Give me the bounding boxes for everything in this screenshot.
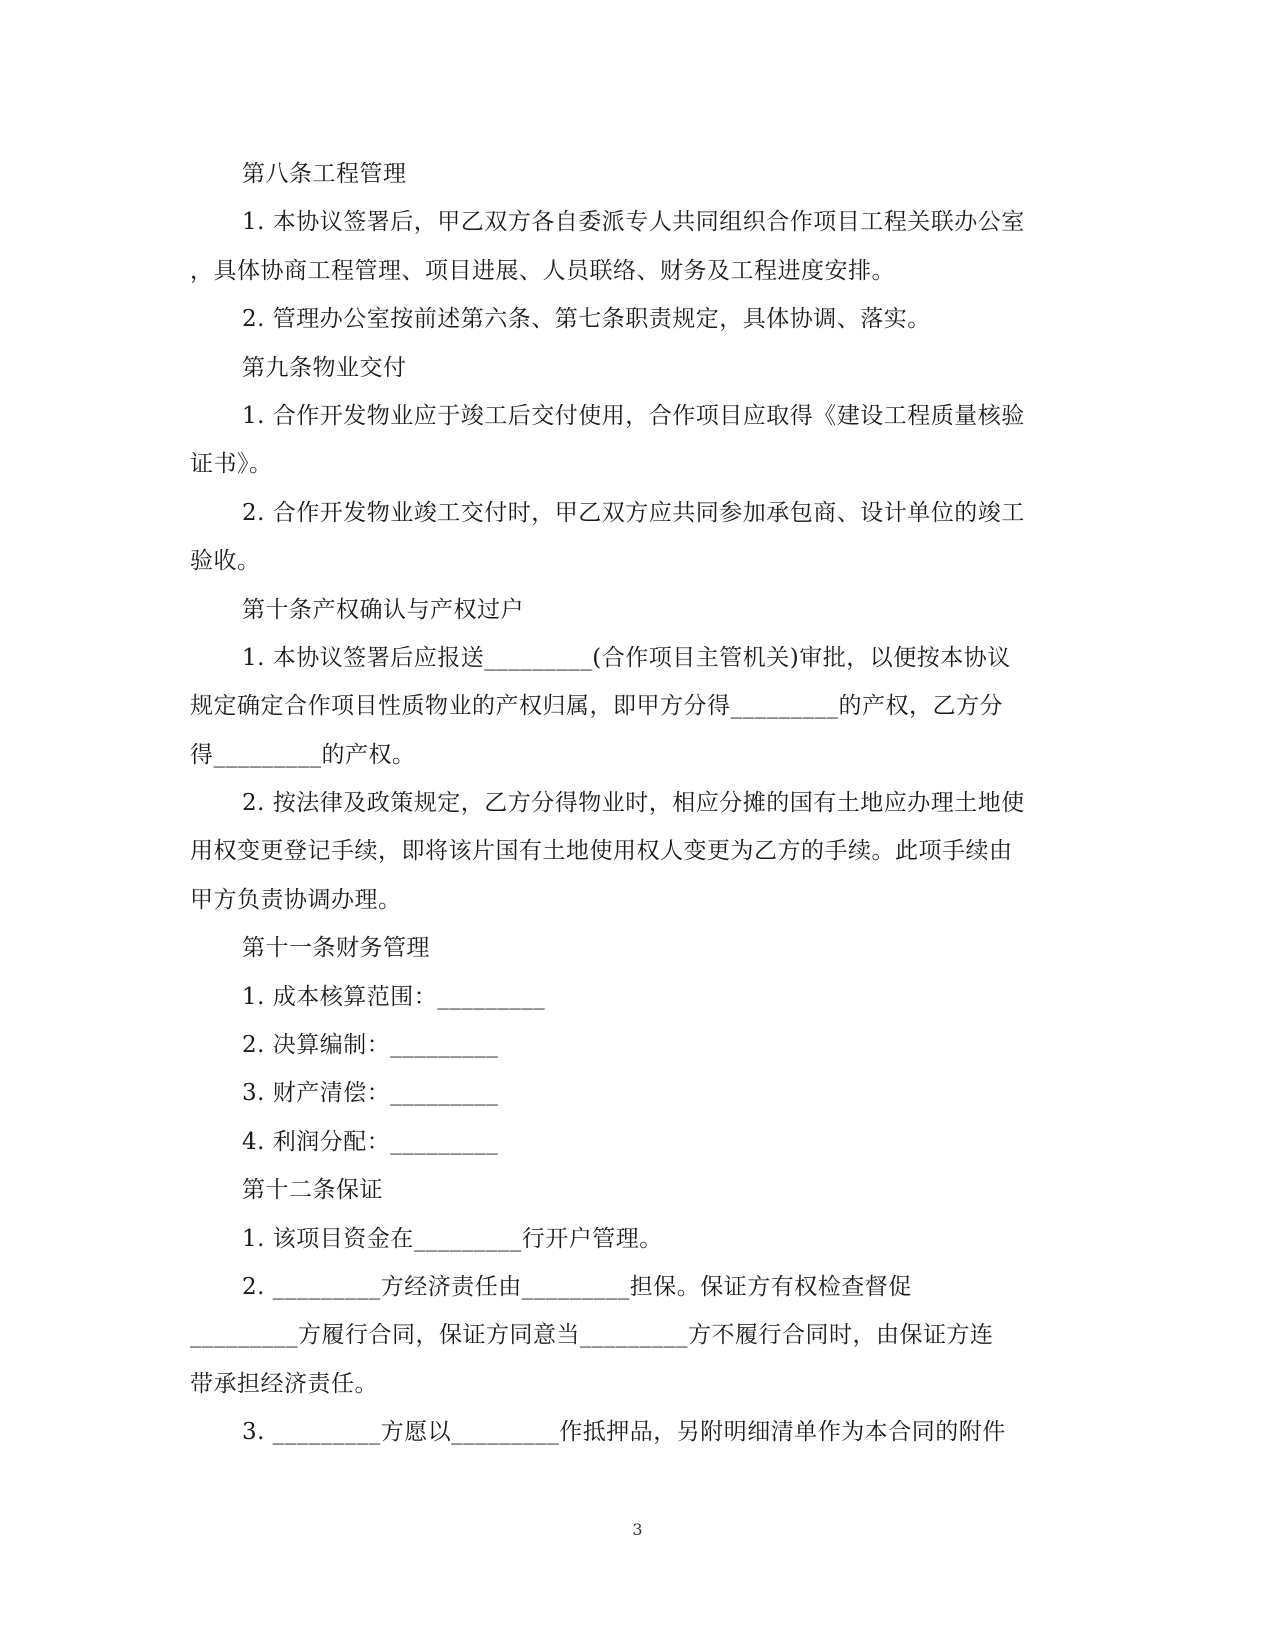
article-11-heading: 第十一条财务管理 <box>242 935 430 962</box>
article-8-clause-1-line-2: ，具体协商工程管理、项目进展、人员联络、财务及工程进度安排。 <box>190 257 895 284</box>
article-11-clause-1: 1. 成本核算范围：_________ <box>242 983 546 1010</box>
article-11-clause-3: 3. 财产清偿：_________ <box>242 1080 499 1107</box>
article-8-clause-2: 2. 管理办公室按前述第六条、第七条职责规定，具体协调、落实。 <box>242 306 931 333</box>
article-9-clause-2-line-1: 2. 合作开发物业竣工交付时，甲乙双方应共同参加承包商、设计单位的竣工 <box>242 499 1025 526</box>
article-8-heading: 第八条工程管理 <box>242 161 407 187</box>
article-10-clause-1-line-2: 规定确定合作项目性质物业的产权归属，即甲方分得_________的产权，乙方分 <box>190 693 1003 720</box>
article-10-clause-2-line-3: 甲方负责协调办理。 <box>190 886 402 913</box>
article-10-clause-1-line-3: 得_________的产权。 <box>190 741 416 768</box>
article-9-heading: 第九条物业交付 <box>242 354 407 381</box>
article-10-clause-2-line-2: 用权变更登记手续，即将该片国有土地使用权人变更为乙方的手续。此项手续由 <box>190 838 1013 865</box>
article-10-clause-1-line-1: 1. 本协议签署后应报送_________(合作项目主管机关)审批，以便按本协议 <box>242 644 1011 671</box>
page-number: 3 <box>632 1520 643 1539</box>
article-12-clause-2-line-1: 2. _________方经济责任由_________担保。保证方有权检查督促 <box>242 1273 912 1300</box>
article-9-clause-1-line-1: 1. 合作开发物业应于竣工后交付使用，合作项目应取得《建设工程质量核验 <box>242 402 1025 429</box>
article-8-clause-1-line-1: 1. 本协议签署后，甲乙双方各自委派专人共同组织合作项目工程关联办公室 <box>242 209 1025 236</box>
article-11-clause-4: 4. 利润分配：_________ <box>242 1128 499 1155</box>
article-10-clause-2-line-1: 2. 按法律及政策规定，乙方分得物业时，相应分摊的国有土地应办理土地使 <box>242 790 1025 817</box>
article-12-clause-1: 1. 该项目资金在_________行开户管理。 <box>242 1225 663 1252</box>
article-9-clause-1-line-2: 证书》。 <box>190 451 273 478</box>
article-12-clause-3-line-1: 3. _________方愿以_________作抵押品，另附明细清单作为本合同的附件 <box>242 1419 1006 1446</box>
article-11-clause-2: 2. 决算编制：_________ <box>242 1032 499 1059</box>
article-12-clause-2-line-3: 带承担经济责任。 <box>190 1370 378 1397</box>
article-9-clause-2-line-2: 验收。 <box>190 548 261 575</box>
article-12-heading: 第十二条保证 <box>242 1177 383 1204</box>
article-12-clause-2-line-2: _________方履行合同，保证方同意当_________方不履行合同时，由保证方连 <box>190 1322 994 1349</box>
document-body <box>190 150 1090 1457</box>
article-10-heading: 第十条产权确认与产权过户 <box>242 596 524 623</box>
